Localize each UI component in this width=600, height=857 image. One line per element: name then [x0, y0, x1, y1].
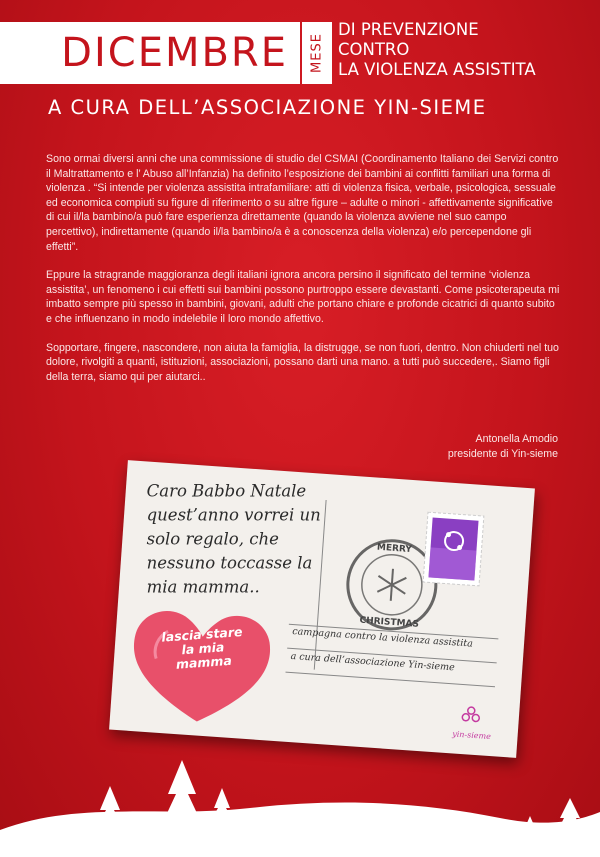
- heart-line: la mia: [181, 639, 225, 658]
- mese-label: MESE: [309, 33, 325, 73]
- handwritten-line: solo regalo, che: [146, 529, 279, 549]
- signature-name: Antonella Amodio: [475, 433, 558, 445]
- heart-line: mamma: [175, 652, 233, 672]
- address-line: [285, 672, 495, 688]
- address-text: campagna contro la violenza assistita: [291, 626, 474, 650]
- snow-hills: [0, 690, 600, 857]
- postmark-top: MERRY: [376, 542, 413, 556]
- mese-box: [302, 22, 332, 84]
- handwritten-letter: [147, 480, 322, 600]
- subtitle-line: CONTRO: [338, 40, 410, 59]
- handwritten-line: nessuno toccasse la: [146, 553, 313, 573]
- subtitle: [338, 20, 598, 80]
- logo-text: yin-sieme: [451, 729, 492, 742]
- signature-role: presidente di Yin-sieme: [447, 448, 558, 460]
- month-title: DICEMBRE: [61, 30, 288, 76]
- handwritten-line: mia mamma..: [146, 577, 260, 597]
- address-text: a cura dell’associazione Yin-sieme: [290, 650, 456, 674]
- heart-text: [142, 624, 265, 674]
- handwritten-line: Caro Babbo Natale: [146, 481, 307, 501]
- stamp-icon: [422, 511, 485, 587]
- signature: [448, 432, 558, 462]
- heart-line: lascia stare: [160, 624, 243, 645]
- paragraph: Eppure la stragrande maggioranza degli italiani ignora ancora persino il significato del termine ‘violenza assistita’, un fenomeno i cui effetti sui bambini possono purtroppo essere devastanti. Come psicoterapeuta mi imbatto sempre più spesso in bambini, giovani, adulti che portano chiare e profonde cicatrici di quanto subito e che influenzano in modo indelebile il loro mondo affettivo.: [46, 269, 560, 325]
- postmark-bottom: CHRISTMAS: [359, 615, 420, 630]
- subtitle-line: DI PREVENZIONE: [338, 20, 479, 39]
- paragraph: Sono ormai diversi anni che una commissione di studio del CSMAI (Coordinamento Italiano dei Servizi contro il Maltrattamento e l’ Abuso all’Infanzia) ha definito l’esposizione dei bambini ai conflitti familiari una forma di violenza . “Si intende per violenza assistita intrafamiliare: atti di violenza fisica, verbale, psicologica, sessuale ed economica compiuti su figure di riferimento o su altre figure – adulte o minori - affettivamente significative di cui il/la bambino/a può fare esperienza direttamente (quando la violenza avviene nel suo campo percettivo), indirettamente (quando il/la bambino/a è a conoscenza della violenza) e/o percependone gli effetti”.: [46, 153, 559, 253]
- subtitle-line: LA VIOLENZA ASSISTITA: [338, 60, 536, 79]
- association-heading: A CURA DELL’ASSOCIAZIONE YIN-SIEME: [48, 96, 487, 119]
- body-text: [46, 152, 560, 398]
- paragraph: Sopportare, fingere, nascondere, non aiuta la famiglia, la distrugge, se non fuori, dentro. Non chiuderti nel tuo dolore, rivolgiti a quanti, istituzioni, associazioni, possano darti una mano. a tutti può succedere,. Siamo figli della terra, siamo qui per aiutarci..: [46, 341, 559, 383]
- title-box: [0, 22, 300, 84]
- handwritten-line: quest’anno vorrei un: [146, 505, 321, 525]
